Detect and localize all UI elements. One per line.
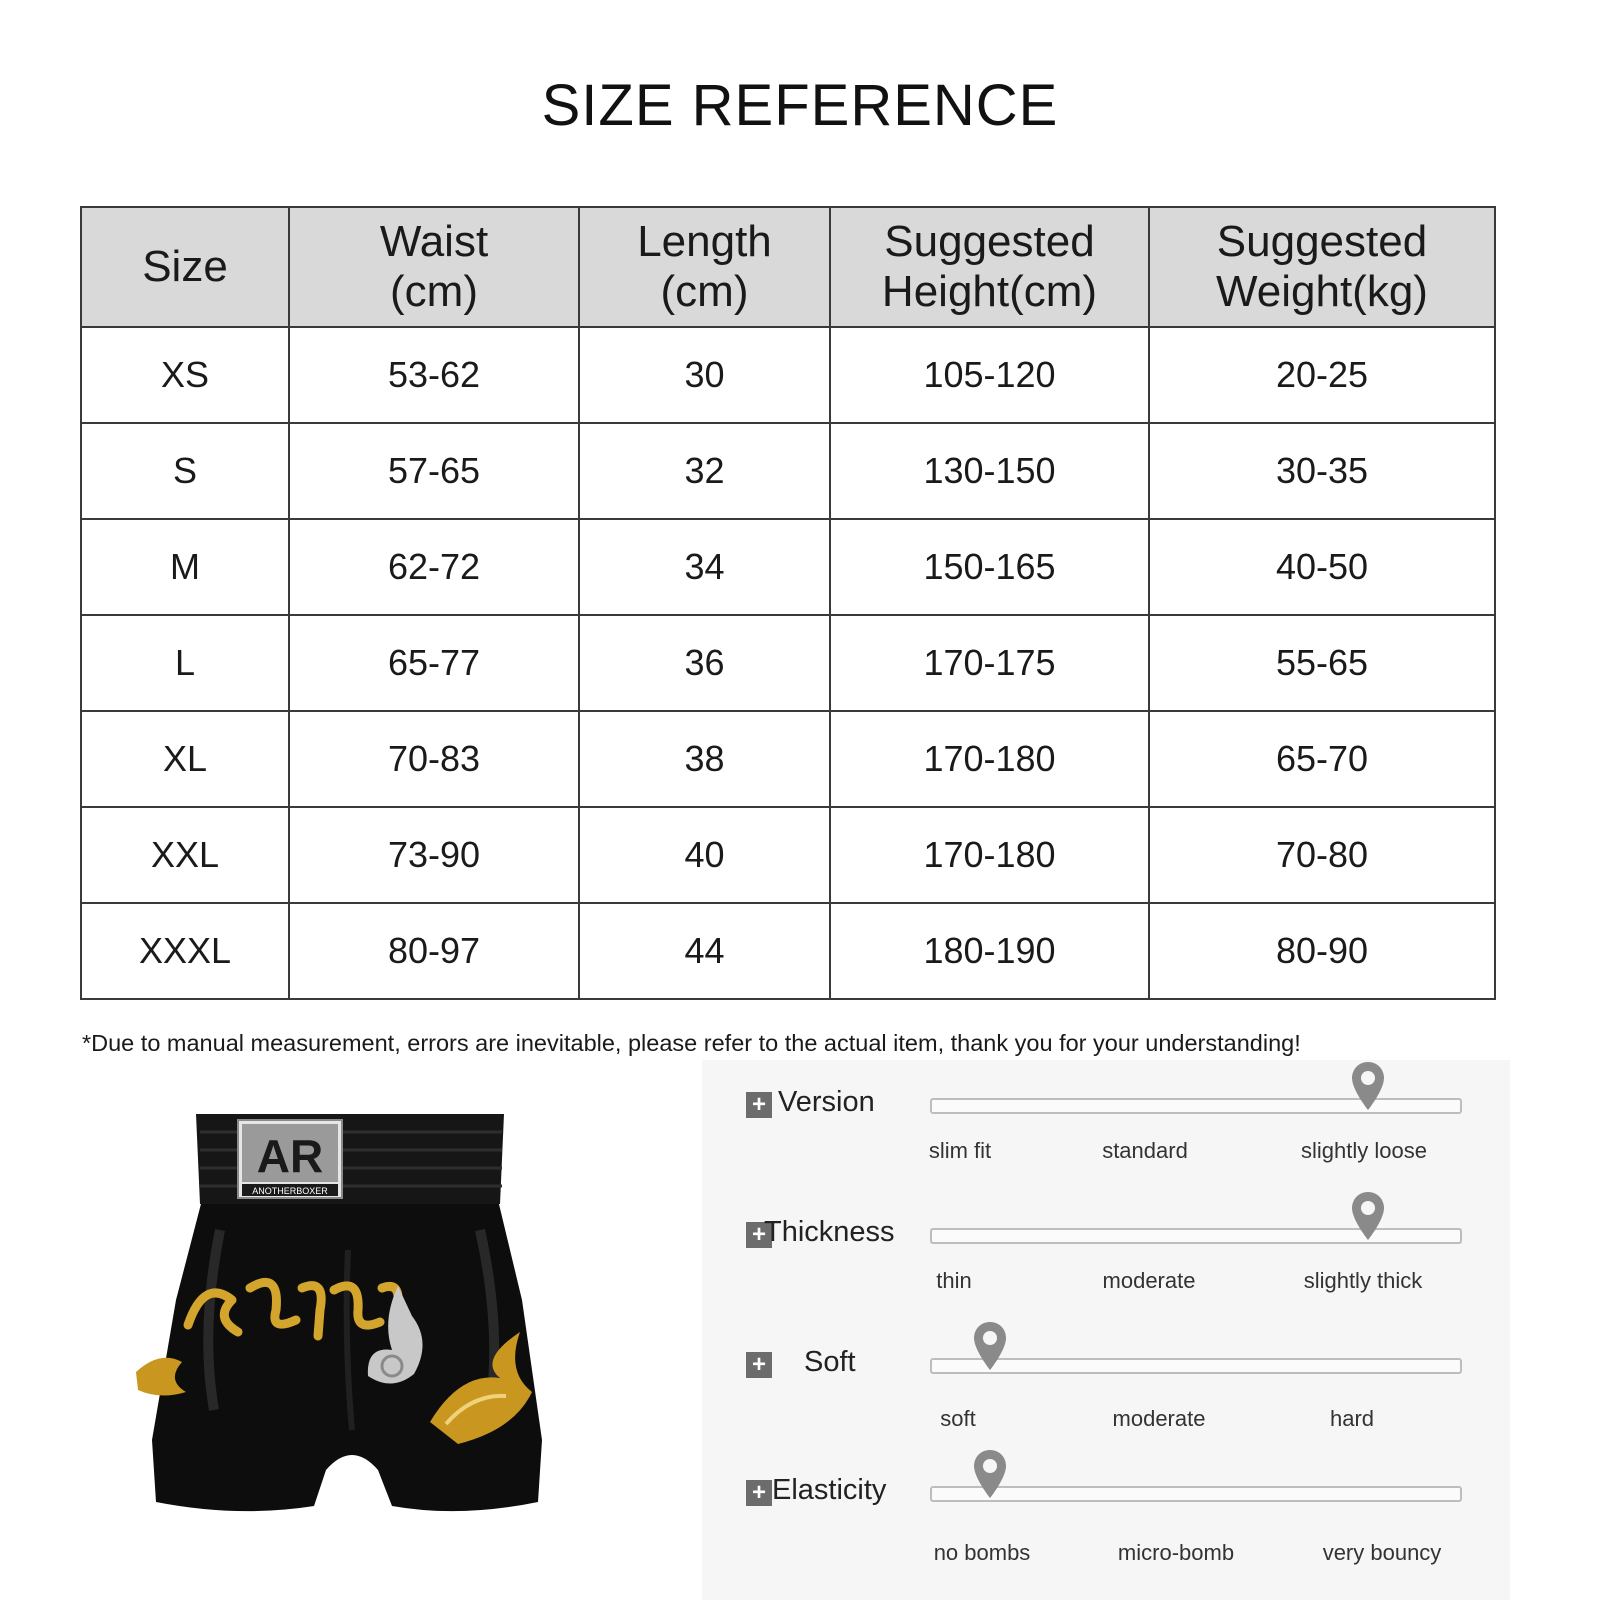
- cell-length: 32: [579, 423, 830, 519]
- cell-size: XXXL: [81, 903, 289, 999]
- cell-length: 34: [579, 519, 830, 615]
- option-label: slightly loose: [1301, 1138, 1427, 1163]
- header-height: [830, 207, 1149, 327]
- cell-weight: 20-25: [1149, 327, 1495, 423]
- cell-weight: 30-35: [1149, 423, 1495, 519]
- plus-icon[interactable]: +: [746, 1092, 772, 1118]
- location-pin-icon: [1350, 1190, 1386, 1242]
- header-line: Suggested: [884, 217, 1095, 266]
- cell-waist: 65-77: [289, 615, 579, 711]
- location-pin-icon: [972, 1320, 1008, 1372]
- cell-weight: 55-65: [1149, 615, 1495, 711]
- cell-size: L: [81, 615, 289, 711]
- option-label: no bombs: [933, 1540, 1031, 1565]
- option-label: soft: [940, 1406, 976, 1431]
- option-label: moderate: [1102, 1268, 1196, 1293]
- cell-waist: 62-72: [289, 519, 579, 615]
- attribute-label: Version: [778, 1086, 875, 1118]
- header-line: Length: [637, 217, 772, 266]
- option-label: moderate: [1112, 1406, 1206, 1431]
- option-label: slightly thick: [1303, 1268, 1423, 1293]
- cell-length: 36: [579, 615, 830, 711]
- header-line: (cm): [390, 267, 478, 316]
- option-label: hard: [1329, 1406, 1375, 1431]
- plus-icon[interactable]: +: [746, 1480, 772, 1506]
- cell-height: 105-120: [830, 327, 1149, 423]
- cell-length: 40: [579, 807, 830, 903]
- header-line: Suggested: [1216, 217, 1428, 266]
- option-label: micro-bomb: [1117, 1540, 1235, 1565]
- fabric-attributes-panel: [702, 1060, 1510, 1600]
- cell-size: S: [81, 423, 289, 519]
- cell-height: 150-165: [830, 519, 1149, 615]
- cell-waist: 57-65: [289, 423, 579, 519]
- brand-logo: AR: [256, 1130, 324, 1182]
- header-line: Size: [142, 242, 228, 291]
- attribute-version: [702, 1072, 1510, 1192]
- shorts-product-image: [130, 1110, 570, 1530]
- cell-weight: 70-80: [1149, 807, 1495, 903]
- cell-waist: 53-62: [289, 327, 579, 423]
- cell-length: 38: [579, 711, 830, 807]
- plus-icon[interactable]: +: [746, 1352, 772, 1378]
- brand-name: ANOTHERBOXER: [252, 1186, 328, 1196]
- option-label: standard: [1102, 1138, 1188, 1163]
- cell-weight: 40-50: [1149, 519, 1495, 615]
- attribute-elasticity: [702, 1460, 1510, 1580]
- size-chart-table: [80, 206, 1496, 1000]
- cell-height: 130-150: [830, 423, 1149, 519]
- cell-size: XL: [81, 711, 289, 807]
- header-waist: [289, 207, 579, 327]
- option-label: slim fit: [928, 1138, 992, 1163]
- header-size: [81, 207, 289, 327]
- measurement-disclaimer: *Due to manual measurement, errors are inevitable, please refer to the actual item, thank you for your understanding!: [82, 1030, 1301, 1056]
- cell-height: 170-180: [830, 807, 1149, 903]
- location-pin-icon: [1350, 1060, 1386, 1112]
- header-length: [579, 207, 830, 327]
- cell-size: XS: [81, 327, 289, 423]
- option-label: very bouncy: [1322, 1540, 1442, 1565]
- cell-weight: 65-70: [1149, 711, 1495, 807]
- table-header-row: [81, 207, 1495, 327]
- cell-height: 170-180: [830, 711, 1149, 807]
- cell-size: XXL: [81, 807, 289, 903]
- header-line: Weight(kg): [1216, 267, 1428, 316]
- plus-icon[interactable]: +: [746, 1222, 772, 1248]
- header-weight: [1149, 207, 1495, 327]
- cell-length: 30: [579, 327, 830, 423]
- attribute-thickness: [702, 1202, 1510, 1322]
- cell-waist: 73-90: [289, 807, 579, 903]
- header-line: (cm): [660, 267, 749, 316]
- table-row: [81, 903, 1495, 999]
- cell-size: M: [81, 519, 289, 615]
- cell-weight: 80-90: [1149, 903, 1495, 999]
- table-row: [81, 519, 1495, 615]
- page-title: SIZE REFERENCE: [541, 73, 1059, 138]
- attribute-soft: [702, 1332, 1510, 1452]
- attribute-label: Elasticity: [772, 1474, 887, 1506]
- attribute-label: Thickness: [764, 1216, 895, 1248]
- cell-length: 44: [579, 903, 830, 999]
- table-row: [81, 615, 1495, 711]
- cell-waist: 70-83: [289, 711, 579, 807]
- table-row: [81, 423, 1495, 519]
- cell-height: 180-190: [830, 903, 1149, 999]
- table-row: [81, 807, 1495, 903]
- table-row: [81, 711, 1495, 807]
- attribute-label: Soft: [804, 1346, 856, 1378]
- location-pin-icon: [972, 1448, 1008, 1500]
- rating-track: [930, 1486, 1462, 1502]
- option-label: thin: [936, 1268, 972, 1293]
- header-line: Waist: [379, 217, 489, 266]
- cell-waist: 80-97: [289, 903, 579, 999]
- rating-track: [930, 1358, 1462, 1374]
- cell-height: 170-175: [830, 615, 1149, 711]
- header-line: Height(cm): [881, 267, 1098, 316]
- table-row: [81, 327, 1495, 423]
